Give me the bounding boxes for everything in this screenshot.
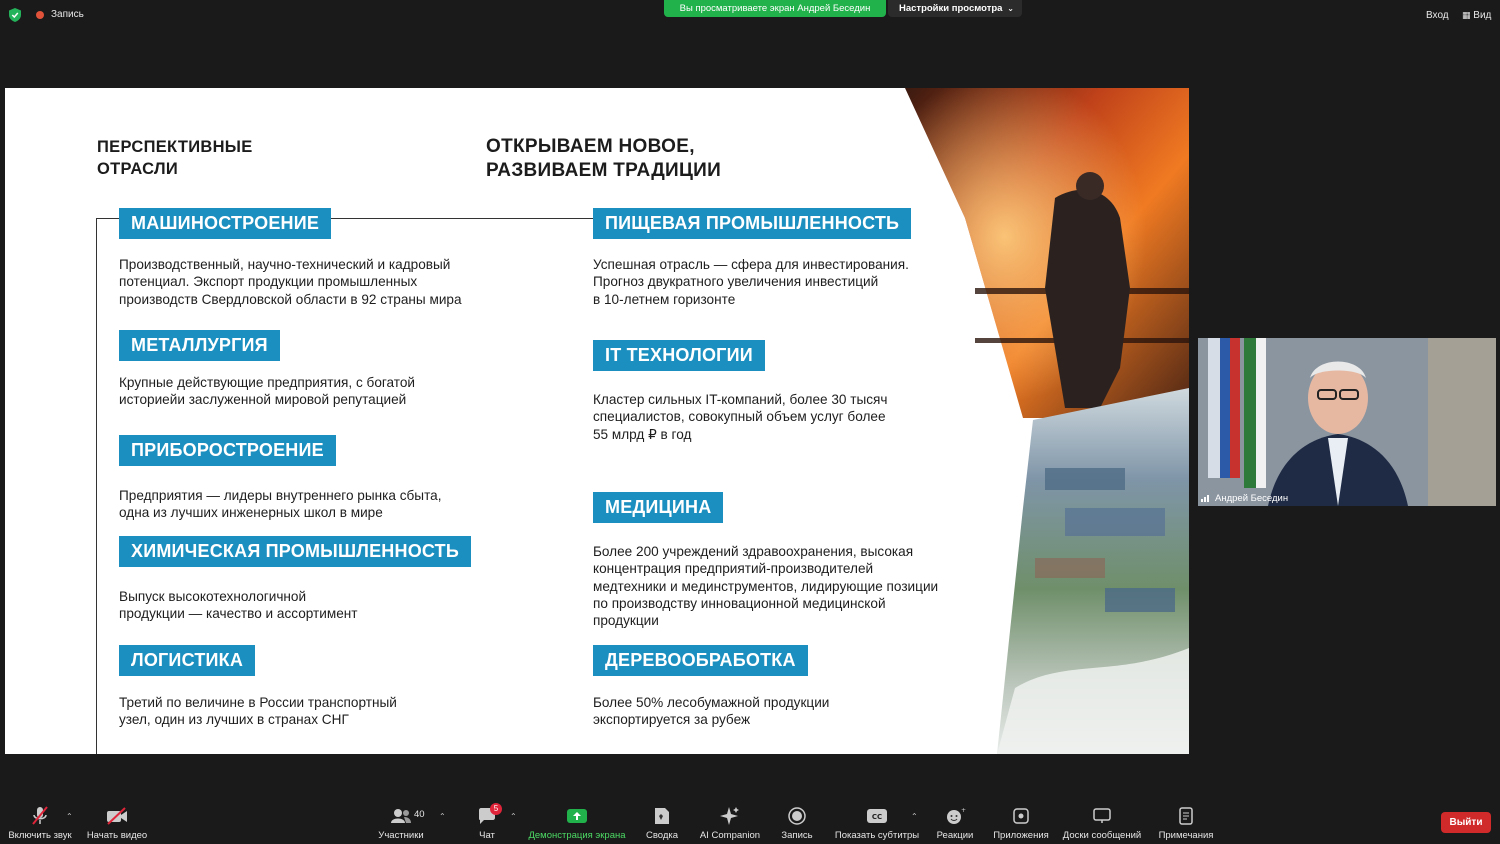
view-menu-label: Вид xyxy=(1473,10,1492,21)
participants-chevron-icon[interactable]: ⌃ xyxy=(439,812,446,821)
participants-count: 40 xyxy=(414,809,425,820)
description-line: Предприятия — лидеры внутреннего рынка сбыта, xyxy=(119,488,442,503)
notes-icon xyxy=(1179,807,1193,825)
description-line: производств Свердловской области в 92 страны мира xyxy=(119,291,462,307)
start-video-button[interactable] xyxy=(72,805,162,841)
share-screen-label: Демонстрация экрана xyxy=(528,830,626,841)
metallurgy-photo xyxy=(905,88,1189,418)
description-line: в 10-летнем горизонте xyxy=(593,291,736,307)
description-line: историейи заслуженной мировой репутацией xyxy=(119,392,407,408)
signal-strength-icon xyxy=(1201,494,1211,502)
record-icon xyxy=(788,807,806,825)
title-left-line-2: ОТРАСЛИ xyxy=(97,160,179,178)
industry-description xyxy=(593,256,909,308)
chat-chevron-icon[interactable]: ⌃ xyxy=(510,812,517,821)
notes-label: Примечания xyxy=(1158,830,1214,841)
summary-label: Сводка xyxy=(645,830,679,841)
slide-title-left xyxy=(97,136,253,180)
description-line: Производственный, научно-технический и кадровый xyxy=(119,257,451,272)
description-line: специалистов, совокупный объем услуг более xyxy=(593,409,886,425)
share-screen-icon xyxy=(567,808,587,824)
recording-status-label[interactable]: Запись xyxy=(51,9,84,20)
share-screen-button[interactable] xyxy=(522,805,632,841)
participants-label: Участники xyxy=(378,830,424,841)
participant-name-label: Андрей Беседин xyxy=(1215,493,1289,504)
participants-icon xyxy=(390,808,412,824)
industry-tag: ЛОГИСТИКА xyxy=(119,645,255,676)
industry-description xyxy=(593,543,938,629)
description-line: медтехники и мединструментов, лидирующие позиции xyxy=(593,578,939,594)
description-line: Успешная отрасль — сфера для инвестирования. xyxy=(593,257,909,272)
description-line: одна из лучших инженерных школ в мире xyxy=(119,505,383,521)
participant-video-feed xyxy=(1198,338,1496,506)
industry-tag: МАШИНОСТРОЕНИЕ xyxy=(119,208,331,239)
view-settings-label: Настройки просмотра xyxy=(899,3,1003,14)
chat-unread-badge: 5 xyxy=(490,803,502,815)
closed-captions-icon xyxy=(867,809,887,823)
industry-tag: ПРИБОРОСТРОЕНИЕ xyxy=(119,435,336,466)
description-line: узел, один из лучших в странах СНГ xyxy=(119,712,349,728)
industry-tag: ДЕРЕВООБРАБОТКА xyxy=(593,645,808,676)
chat-button[interactable] xyxy=(442,805,532,841)
industry-tag: IT ТЕХНОЛОГИИ xyxy=(593,340,765,371)
unmute-label: Включить звук xyxy=(8,830,72,841)
industrial-park-photo xyxy=(995,388,1189,754)
record-label: Запись xyxy=(781,830,813,841)
svg-text:+: + xyxy=(961,807,967,814)
title-left-line-1: ПЕРСПЕКТИВНЫЕ xyxy=(97,138,253,156)
description-line: по производству инновационной медицинской xyxy=(593,595,886,611)
participant-video-tile[interactable] xyxy=(1198,338,1496,506)
chat-label: Чат xyxy=(479,830,495,841)
shared-screen-slide xyxy=(5,88,1189,754)
enter-button[interactable]: Вход xyxy=(1426,10,1449,21)
sparkle-icon xyxy=(720,806,740,826)
title-right-line-1: ОТКРЫВАЕМ НОВОЕ, xyxy=(486,136,695,157)
reactions-label: Реакции xyxy=(936,830,974,841)
svg-text:CC: CC xyxy=(871,813,883,821)
reaction-smiley-icon xyxy=(946,807,967,825)
description-line: концентрация предприятий-производителей xyxy=(593,561,874,577)
description-line: Крупные действующие предприятия, с богатой xyxy=(119,375,416,390)
description-line: Выпуск высокотехнологичной xyxy=(119,589,307,604)
industry-description xyxy=(119,256,462,308)
industry-tag: МЕТАЛЛУРГИЯ xyxy=(119,330,280,361)
captions-label: Показать субтитры xyxy=(834,830,920,841)
whiteboard-icon xyxy=(1093,808,1111,824)
summary-document-icon xyxy=(654,807,670,825)
description-line: Более 50% лесобумажной продукции xyxy=(593,695,830,710)
slide-title-right xyxy=(486,135,721,183)
industry-tag: ХИМИЧЕСКАЯ ПРОМЫШЛЕННОСТЬ xyxy=(119,536,471,567)
description-line: продукции xyxy=(593,613,659,629)
whiteboards-label: Доски сообщений xyxy=(1062,830,1142,841)
description-line: Кластер сильных IT-компаний, более 30 тысяч xyxy=(593,392,888,407)
view-settings-dropdown[interactable] xyxy=(888,0,1022,17)
industry-description xyxy=(119,588,358,623)
industry-description xyxy=(119,374,415,409)
industry-description xyxy=(119,694,397,729)
industry-description xyxy=(119,487,441,522)
screen-share-banner: Вы просматриваете экран Андрей Беседин xyxy=(664,0,886,17)
ai-companion-label: AI Companion xyxy=(699,830,761,841)
whiteboards-button[interactable] xyxy=(1052,805,1152,841)
participants-button[interactable] xyxy=(356,805,446,841)
industry-tag: МЕДИЦИНА xyxy=(593,492,723,523)
apps-label: Приложения xyxy=(993,830,1049,841)
microphone-muted-icon xyxy=(31,806,49,826)
video-off-icon xyxy=(106,808,128,824)
chevron-down-icon: ⌄ xyxy=(1007,4,1014,13)
grid-icon: ▦ xyxy=(1462,10,1471,20)
industry-description xyxy=(593,694,829,729)
description-line: Прогноз двукратного увеличения инвестиций xyxy=(593,274,879,290)
description-line: продукции — качество и ассортимент xyxy=(119,606,358,622)
start-video-label: Начать видео xyxy=(86,830,148,841)
apps-icon xyxy=(1013,808,1029,824)
divider-line-vertical xyxy=(96,218,97,754)
security-shield-icon[interactable] xyxy=(9,8,21,22)
captions-chevron-icon[interactable]: ⌃ xyxy=(911,812,918,821)
description-line: Третий по величине в России транспортный xyxy=(119,695,397,710)
description-line: Более 200 учреждений здравоохранения, высокая xyxy=(593,544,914,559)
notes-button[interactable] xyxy=(1141,805,1231,841)
recording-dot-icon xyxy=(36,11,44,19)
description-line: 55 млрд ₽ в год xyxy=(593,426,692,442)
title-right-line-2: РАЗВИВАЕМ ТРАДИЦИИ xyxy=(486,160,722,181)
leave-meeting-button[interactable]: Выйти xyxy=(1441,812,1491,833)
view-menu-button[interactable] xyxy=(1462,10,1491,21)
audio-options-chevron-icon[interactable]: ⌃ xyxy=(66,812,73,821)
industry-tag: ПИЩЕВАЯ ПРОМЫШЛЕННОСТЬ xyxy=(593,208,911,239)
description-line: экспортируется за рубеж xyxy=(593,712,751,728)
industry-description xyxy=(593,391,887,443)
description-line: потенциал. Экспорт продукции промышленных xyxy=(119,274,418,290)
